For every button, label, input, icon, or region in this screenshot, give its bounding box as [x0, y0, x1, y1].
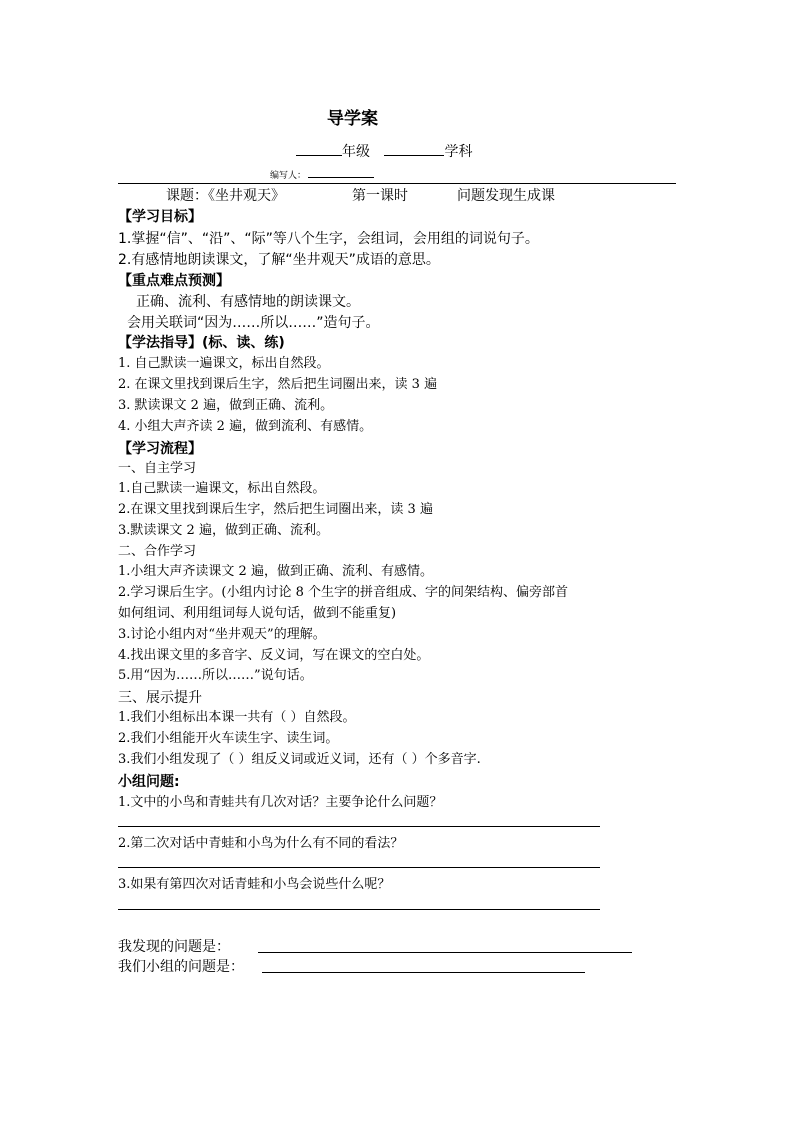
page-title: 导学案 [327, 109, 378, 129]
lesson-type: 问题发现生成课 [457, 188, 555, 204]
group-questions-heading: 小组问题: [118, 774, 180, 790]
key-points-heading: 【重点难点预测】 [118, 273, 230, 289]
process-heading: 【学习流程】 [118, 441, 202, 457]
part1-item: 1.自己默读一遍课文，标出自然段。 [118, 481, 326, 496]
part2-item: 1.小组大声齐读课文 2 遍，做到正确、流利、有感情。 [118, 564, 433, 579]
method-item: 4. 小组大声齐读 2 遍，做到流利、有感情。 [118, 419, 373, 434]
my-question-label: 我发现的问题是： [118, 939, 230, 955]
part3-item: 1.我们小组标出本课一共有（ ）自然段。 [118, 710, 356, 725]
editor-blank[interactable] [308, 169, 374, 178]
part3-title: 三、展示提升 [118, 690, 202, 706]
part2-item: 4.找出课文里的多音字、反义词，写在课文的空白处。 [118, 648, 430, 663]
method-item: 3. 默读课文 2 遍，做到正确、流利。 [118, 398, 334, 413]
objective-item: 2.有感情地朗读课文，了解“坐井观天”成语的意思。 [118, 252, 440, 268]
answer-line[interactable] [118, 867, 600, 868]
group-question-label: 我们小组的问题是： [118, 959, 244, 975]
header-rule [118, 183, 676, 184]
key-point-item: 会用关联词“因为……所以……”造句子。 [127, 315, 380, 331]
part3-item: 2.我们小组能开火车读生字、读生词。 [118, 731, 339, 746]
grade-blank[interactable] [296, 143, 342, 156]
answer-line[interactable] [118, 826, 600, 827]
group-question: 3.如果有第四次对话青蛙和小鸟会说些什么呢？ [118, 877, 391, 892]
method-item: 2. 在课文里找到课后生字，然后把生词圈出来，读 3 遍 [118, 377, 438, 392]
subject-label: 学科 [444, 144, 473, 160]
group-question: 1.文中的小鸟和青蛙共有几次对话？主要争论什么问题？ [118, 795, 443, 810]
part3-item: 3.我们小组发现了（ ）组反义词或近义词，还有（ ）个多音字. [118, 752, 481, 767]
part2-item: 如何组词、利用组词每人说句话，做到不能重复) [118, 606, 397, 621]
part2-item: 3.讨论小组内对“坐井观天”的理解。 [118, 627, 326, 642]
part1-item: 3.默读课文 2 遍，做到正确、流利。 [118, 523, 329, 538]
lesson-period: 第一课时 [352, 188, 408, 204]
objectives-heading: 【学习目标】 [118, 209, 202, 225]
grade-label: 年级 [342, 144, 370, 160]
editor-label: 编写人： [270, 171, 307, 181]
my-question-blank[interactable] [258, 952, 632, 953]
grade-subject-line [296, 143, 472, 161]
answer-line[interactable] [118, 909, 600, 910]
part1-title: 一、自主学习 [118, 461, 197, 476]
objective-item: 1.掌握“信”、“沿”、“际”等八个生字，会组词，会用组的词说句子。 [118, 231, 539, 247]
group-question: 2.第二次对话中青蛙和小鸟为什么有不同的看法？ [118, 836, 404, 851]
part2-item: 2.学习课后生字。(小组内讨论 8 个生字的拼音组成、字的间架结构、偏旁部首 [118, 585, 569, 600]
part2-title: 二、合作学习 [118, 544, 197, 559]
group-question-blank[interactable] [262, 972, 585, 973]
part2-item: 5.用“因为……所以……”说句话。 [118, 668, 313, 683]
subject-blank[interactable] [384, 143, 444, 156]
lesson-topic: 课题：《坐井观天》 [166, 188, 285, 204]
key-point-item: 正确、流利、有感情地的朗读课文。 [136, 294, 360, 310]
editor-line [270, 169, 374, 182]
method-item: 1. 自己默读一遍课文，标出自然段。 [118, 356, 330, 371]
method-heading: 【学法指导】(标、读、练) [118, 335, 285, 351]
part1-item: 2.在课文里找到课后生字，然后把生词圈出来，读 3 遍 [118, 502, 433, 517]
